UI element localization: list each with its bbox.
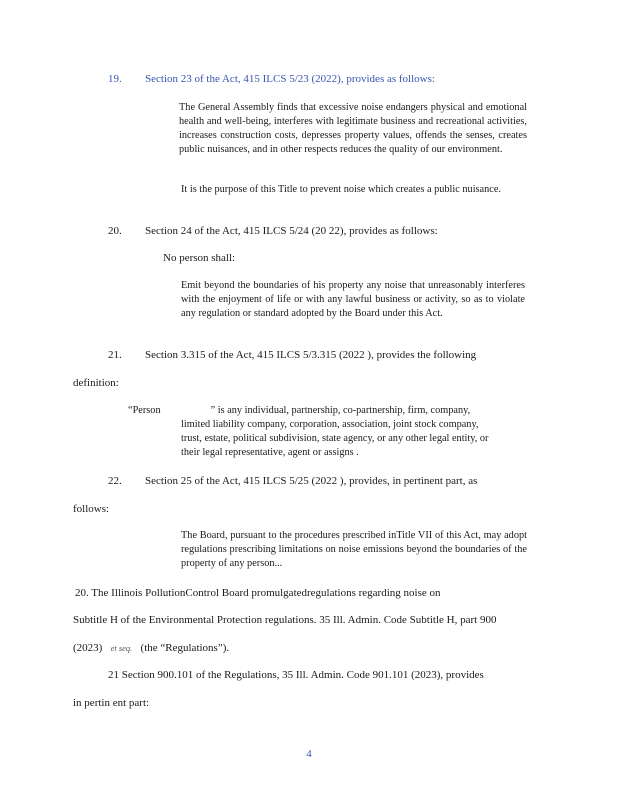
para-22-continuation: follows: (73, 503, 110, 515)
quote-paragraph: It is the purpose of this Title to prevent noise which creates a public nuisance. (181, 184, 501, 195)
para-22-number: 22. (108, 475, 122, 487)
para-19-quote (179, 101, 527, 157)
para-21-number: 21. (108, 349, 122, 361)
para-22-text: Section 25 of the Act, 415 ILCS 5/25 (2022 ), provides, in pertinent part, as (145, 475, 478, 487)
citation-year: (2023) (73, 642, 103, 654)
para-20-quote (181, 279, 525, 321)
quote-line: limited liability company, corporation, association, joint stock company, (181, 418, 479, 430)
quote-line: trust, estate, political subdivision, state agency, or any other legal entity, or (181, 432, 489, 444)
quote-paragraph: Emit beyond the boundaries of his property any noise that unreasonably interferes with the enjoyment of life or with any lawful business or activity, so as to violate any regulation or standard adopted by the Board under this Act. (181, 280, 525, 319)
para-21b-line-2: in pertin ent part: (73, 697, 150, 709)
para-21-quote (128, 404, 548, 460)
para-20-number: 20. (108, 225, 122, 237)
page-number: 4 (306, 748, 312, 760)
para-20b-line-2: Subtitle H of the Environmental Protection regulations. 35 Ill. Admin. Code Subtitle H, part 900 (73, 614, 497, 626)
citation-et-seq: et seq. (110, 643, 133, 653)
para-21-continuation: definition: (73, 377, 119, 389)
para-20b-line-1: 20. The Illinois PollutionControl Board promulgatedregulations regarding noise on (75, 587, 441, 599)
para-19-quote-2 (181, 183, 505, 197)
para-21b-line-1: 21 Section 900.101 of the Regulations, 35 Ill. Admin. Code 901.101 (2023), provides (108, 669, 484, 681)
para-20-text: Section 24 of the Act, 415 ILCS 5/24 (20 22), provides as follows: (145, 225, 438, 237)
quote-rest: ” is any individual, partnership, co-partnership, firm, company, (210, 405, 471, 416)
quote-line: their legal representative, agent or assigns . (181, 446, 359, 458)
para-22-quote (181, 529, 527, 571)
para-19-number: 19. (108, 73, 122, 85)
citation-regulations: (the “Regulations”). (140, 642, 230, 654)
quote-paragraph: The General Assembly finds that excessive noise endangers physical and emotional health and well-being, interferes with legitimate business and recreational activities, increases construction costs, depresses property values, offends the senses, creates public nuisances, and in other respects reduces the quality of our environment. (179, 102, 527, 155)
para-21-text: Section 3.315 of the Act, 415 ILCS 5/3.315 (2022 ), provides the following (145, 349, 477, 361)
para-20b-line-3 (73, 642, 229, 655)
para-19-text: Section 23 of the Act, 415 ILCS 5/23 (2022), provides as follows: (145, 73, 435, 85)
quote-open: “Person (128, 405, 161, 416)
quote-paragraph: The Board, pursuant to the procedures prescribed inTitle VII of this Act, may adopt regulations prescribing limitations on noise emissions beyond the boundaries of the property of any person... (181, 530, 527, 569)
para-20-intro: No person shall: (163, 252, 236, 264)
